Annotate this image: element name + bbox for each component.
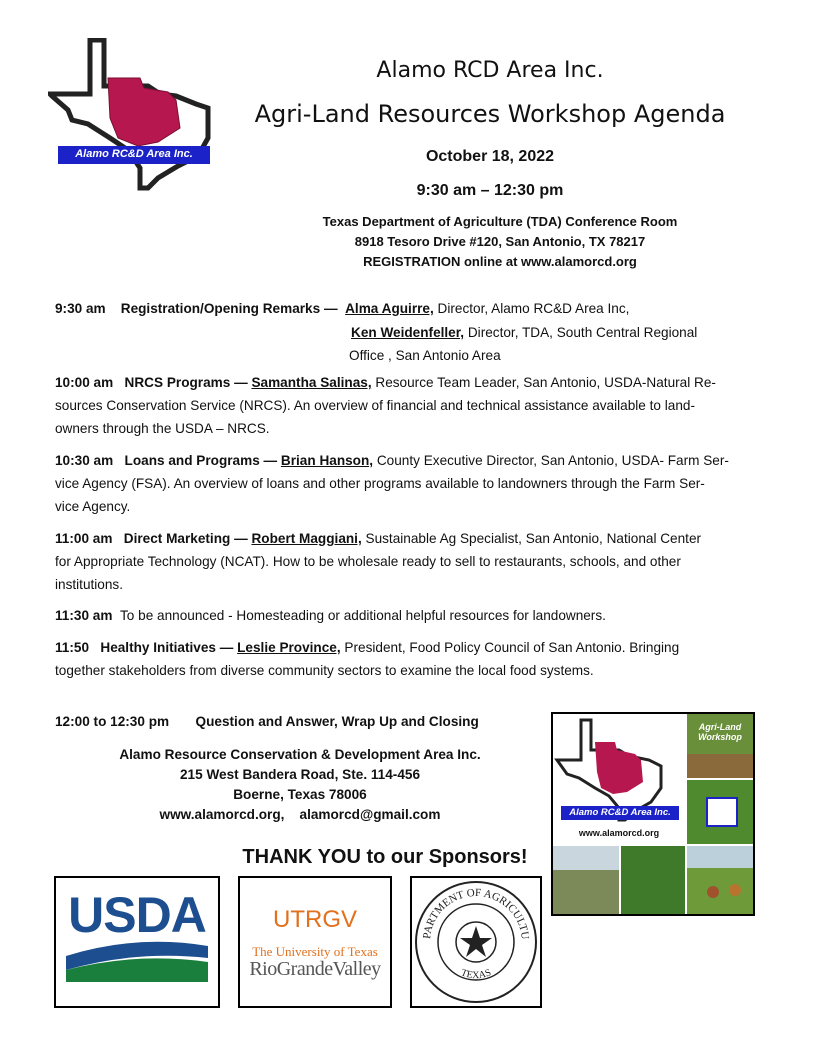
address-street: 215 West Bandera Road, Ste. 114-456 [179,767,421,782]
agenda-time: 10:30 am [55,453,114,468]
agenda-item-3 [55,449,755,518]
org-title: Alamo RCD Area Inc. [376,58,604,83]
address-block [110,745,490,825]
photo-collage [551,712,755,916]
agenda-desc: vice Agency (FSA). An overview of loans and other programs available to landowners through the Farm Ser- [55,476,705,491]
usda-logo [54,876,220,1008]
usda-wordmark: USDA [68,887,206,943]
event-time: 9:30 am – 12:30 pm [416,182,564,199]
address-org: Alamo Resource Conservation & Development Area Inc. [119,747,481,762]
agenda-desc: Resource Team Leader, San Antonio, USDA-Natural Re- [371,375,716,390]
utrgv-logo [238,876,392,1008]
agenda-item-5 [55,604,755,627]
agenda-item-2 [55,371,755,440]
agenda-time: 11:50 [55,640,90,655]
venue-address: 8918 Tesoro Drive #120, San Antonio, TX 78217 [354,234,646,249]
logo-badge-text: Alamo RC&D Area Inc. [75,148,193,160]
speaker-desc: Director, Alamo RC&D Area Inc, [433,301,630,316]
closing-time: 12:00 to 12:30 pm [55,714,170,729]
agenda-desc: President, Food Policy Council of San Antonio. Bringing [340,640,680,655]
agenda-desc: To be announced - Homesteading or additional helpful resources for landowners. [120,608,606,623]
venue-name: Texas Department of Agriculture (TDA) Conference Room [322,214,678,229]
speaker-name: Ken Weidenfeller, [351,325,465,340]
tda-seal-graphic [412,878,540,1006]
speaker-name: Robert Maggiani, [251,531,362,546]
closing-text: Question and Answer, Wrap Up and Closing [195,714,479,729]
agenda-time: 11:30 am [55,608,113,623]
speaker-desc: Director, TDA, South Central Regional [464,325,698,340]
registration-line: REGISTRATION online at www.alamorcd.org [363,254,637,269]
speaker-name: Samantha Salinas, [251,375,372,390]
collage-badge-text: Alamo RC&D Area Inc. [569,807,671,818]
speaker-desc-cont: Office , San Antonio Area [349,348,501,363]
collage-workshop-label: Agri-Land Workshop [698,722,742,742]
address-city: Boerne, Texas 78006 [233,787,367,802]
tda-ring-text: PARTMENT OF AGRICULTU [421,886,532,941]
tda-seal [410,876,542,1008]
agenda-item-1 [55,297,755,367]
agenda-desc: vice Agency. [55,499,131,514]
workshop-title: Agri-Land Resources Workshop Agenda [254,100,726,128]
agenda-desc: Sustainable Ag Specialist, San Antonio, National Center [361,531,702,546]
agenda-topic: Healthy Initiatives — [100,640,234,655]
agenda-time: 9:30 am [55,301,106,316]
agenda-desc: together stakeholders from diverse community sectors to examine the local food systems. [55,663,594,678]
venue-block [250,212,750,272]
agenda-item-4 [55,527,755,596]
event-date: October 18, 2022 [425,148,555,165]
utrgv-line2: RioGrandeValley [249,958,381,980]
address-contact: www.alamorcd.org, alamorcd@gmail.com [159,807,441,822]
agenda-desc: owners through the USDA – NRCS. [55,421,270,436]
agenda-desc: institutions. [55,577,124,592]
speaker-name: Alma Aguirre, [345,301,434,316]
closing-line [55,714,479,729]
agenda-item-6 [55,636,755,682]
agenda-time: 10:00 am [55,375,114,390]
collage-url: www.alamorcd.org [578,828,660,838]
speaker-name: Leslie Province, [237,640,341,655]
agenda-topic: Direct Marketing — [123,531,248,546]
agenda-desc: for Appropriate Technology (NCAT). How to be wholesale ready to sell to restaurants, schools, and other [55,554,681,569]
agenda-topic: Registration/Opening Remarks — [120,301,338,316]
agenda-topic: NRCS Programs — [124,375,248,390]
agenda-topic: Loans and Programs — [124,453,278,468]
utrgv-line1: The University of Texas [252,944,378,959]
thanks-heading: THANK YOU to our Sponsors! [242,846,528,868]
agenda-time: 11:00 am [55,531,113,546]
alamo-logo [48,38,228,193]
tda-state-text: TEXAS [459,967,493,982]
utrgv-short: UTRGV [273,906,357,933]
agenda-desc: County Executive Director, San Antonio, USDA- Farm Ser- [373,453,729,468]
agenda-desc: sources Conservation Service (NRCS). An overview of financial and technical assistance available to land- [55,398,695,413]
speaker-name: Brian Hanson, [280,453,374,468]
